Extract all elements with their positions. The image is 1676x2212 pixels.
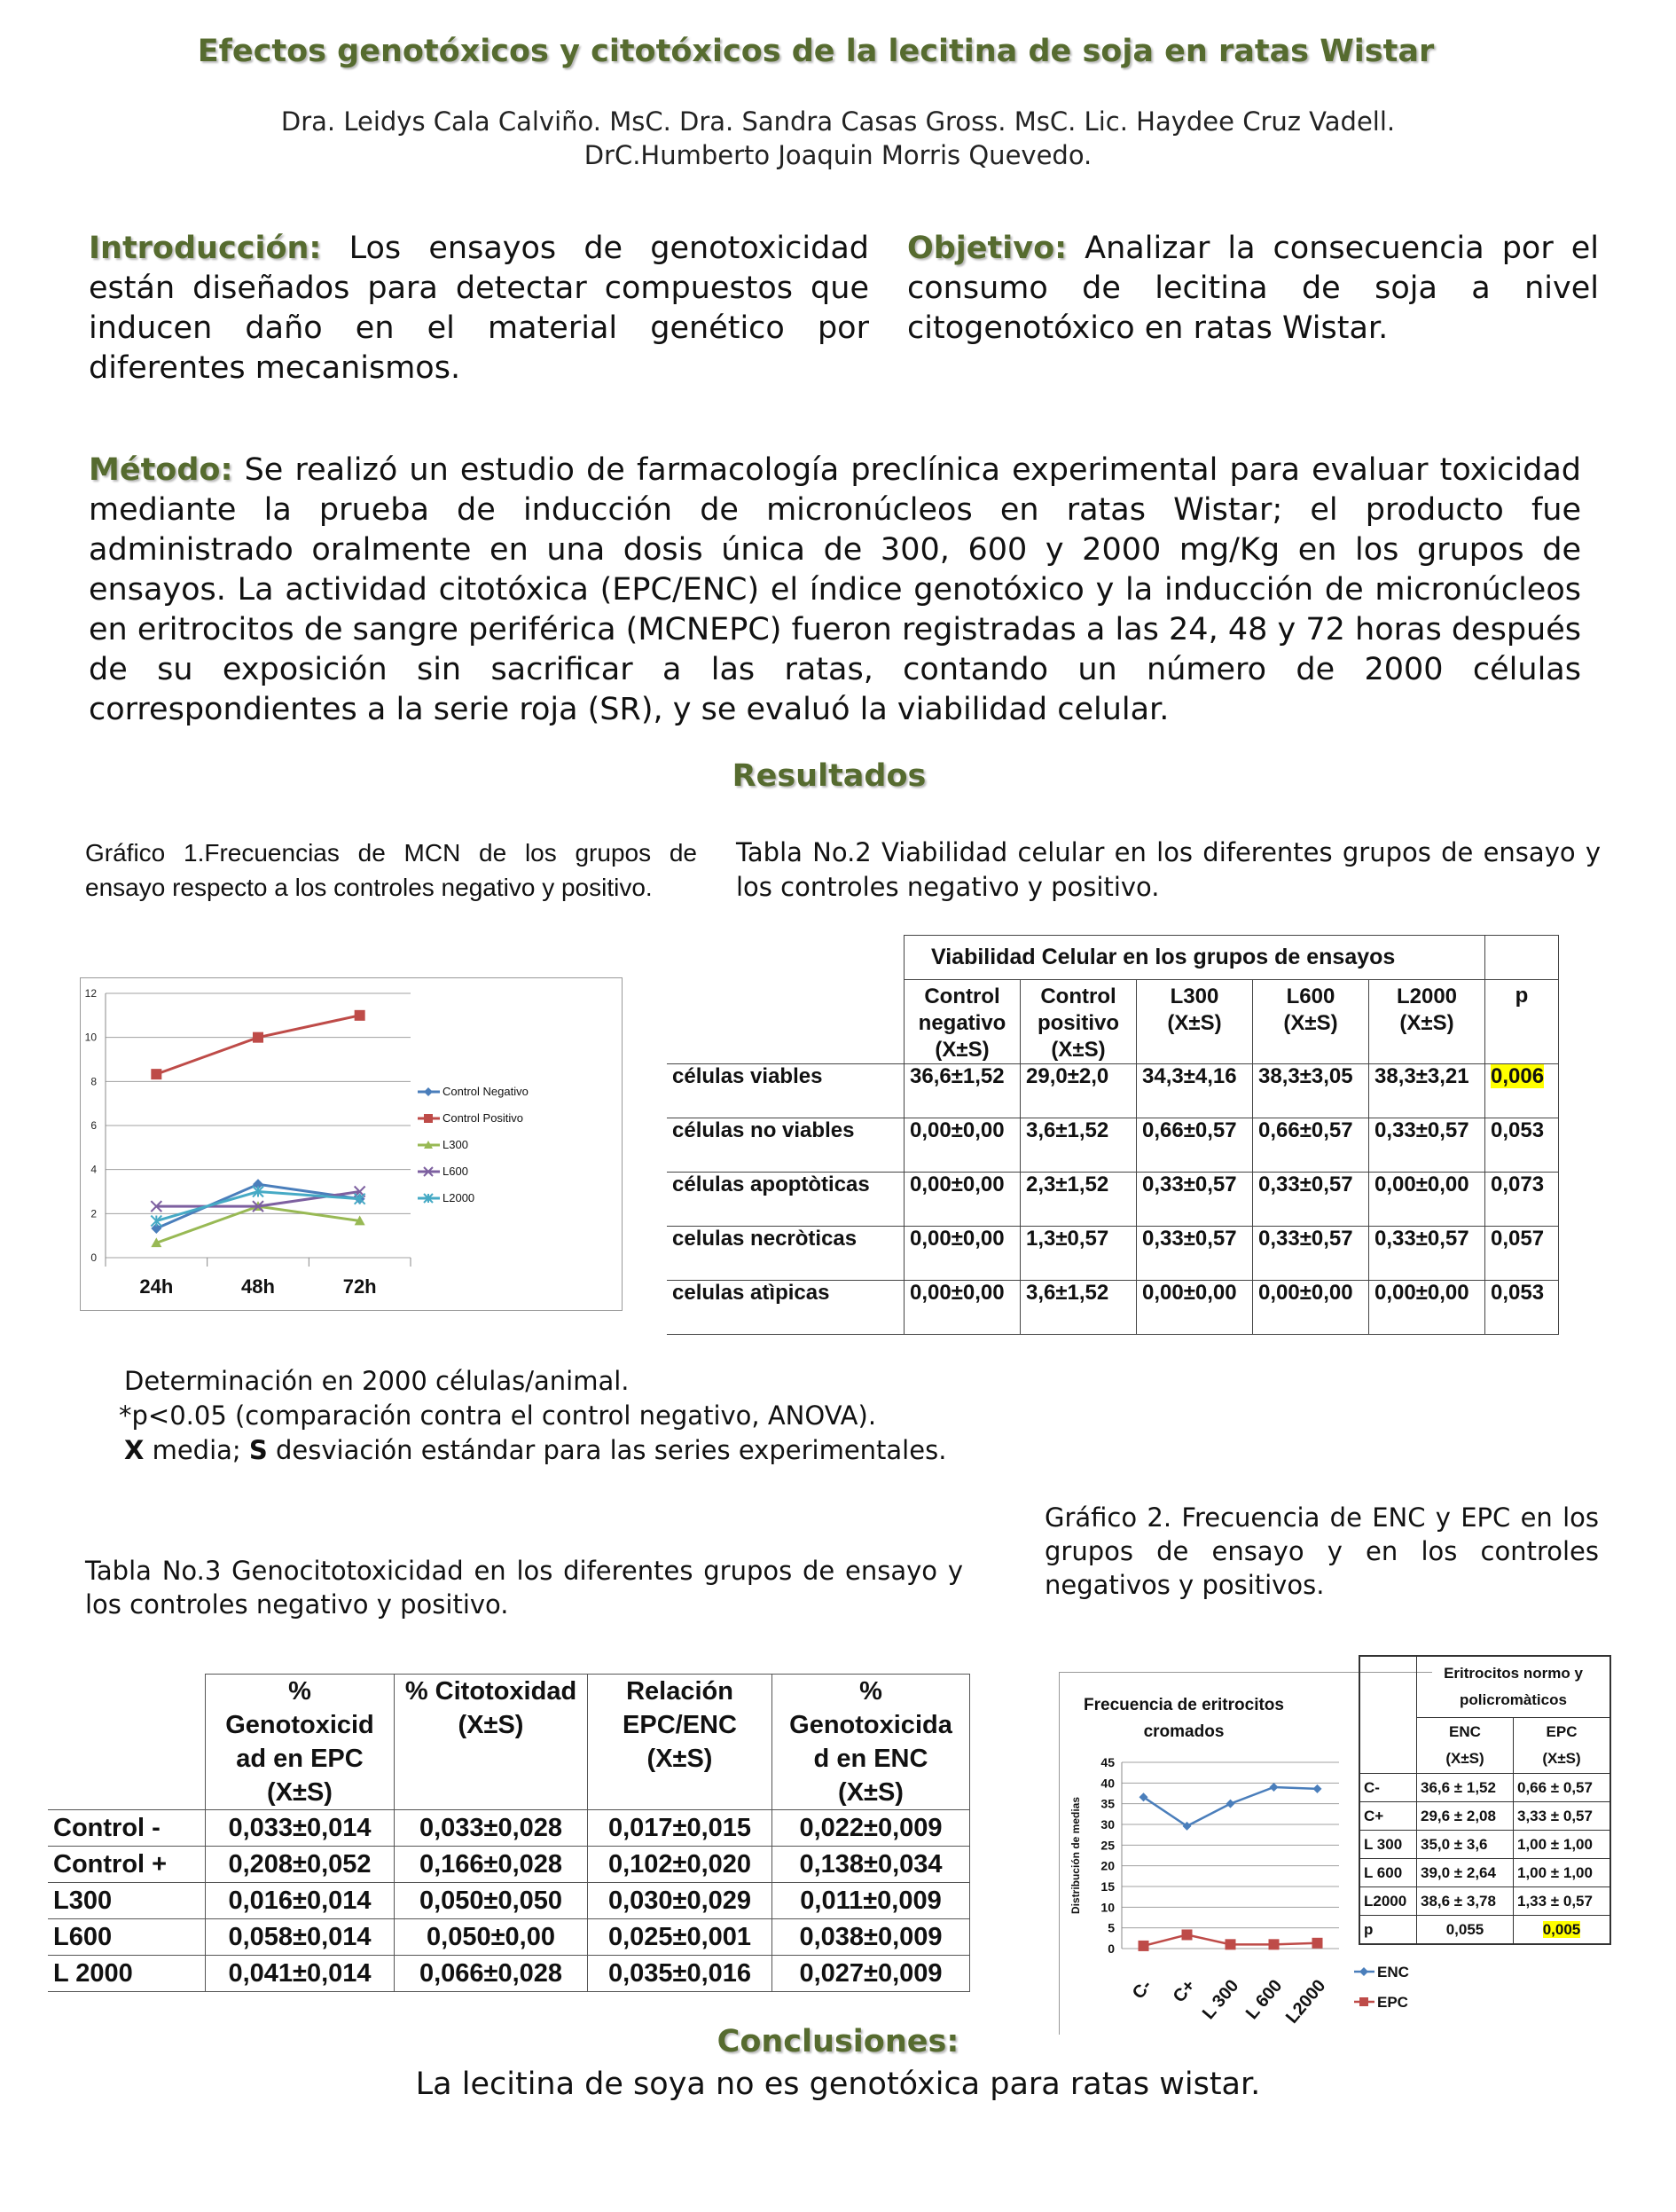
table4-value: L 600 bbox=[1364, 1863, 1403, 1881]
chart2-caption: Gráfico 2. Frecuencia de ENC y EPC en los grupos de ensayo y en los controles negativos y positivos. bbox=[1045, 1502, 1599, 1600]
chart2-data-point bbox=[1226, 1939, 1236, 1949]
table2-cell: 0,00±0,00 bbox=[1369, 1281, 1485, 1335]
table2-col-header-line: (X±S) bbox=[1167, 1011, 1222, 1035]
table2-row-label: células apoptòticas bbox=[667, 1173, 905, 1227]
table2-col-header bbox=[1253, 980, 1369, 1064]
table4-row bbox=[1359, 1859, 1610, 1887]
table3-col-header-line: Genotoxicid bbox=[225, 1711, 374, 1739]
table2-col-header-line: (X±S) bbox=[935, 1038, 990, 1062]
table2-col-header-line: L300 bbox=[1170, 984, 1219, 1008]
table2-viability bbox=[667, 935, 1559, 1335]
table2-row bbox=[667, 1227, 1559, 1281]
table4-value: 0,66 ± 0,57 bbox=[1517, 1778, 1593, 1796]
chart1-ytick-label: 4 bbox=[90, 1163, 97, 1176]
table2-cell: 0,66±0,57 bbox=[1253, 1118, 1369, 1173]
table3-col-header-line: (X±S) bbox=[267, 1778, 333, 1807]
table3-cell: 0,022±0,009 bbox=[772, 1810, 970, 1847]
note-x-text: media; bbox=[144, 1435, 249, 1465]
chart2-xtick-label: C+ bbox=[1169, 1976, 1200, 2007]
table3-row-label: Control - bbox=[48, 1810, 206, 1847]
table3-cell: 0,102±0,020 bbox=[588, 1847, 772, 1883]
chart1-svg bbox=[81, 978, 622, 1310]
table2-cell: 0,00±0,00 bbox=[905, 1281, 1021, 1335]
table3-row bbox=[48, 1919, 970, 1956]
table2-col-header-line: negativo bbox=[918, 1011, 1006, 1035]
table3-cell: 0,166±0,028 bbox=[395, 1847, 588, 1883]
table2-cell: 38,3±3,05 bbox=[1253, 1064, 1369, 1118]
table2-cell: 0,33±0,57 bbox=[1253, 1227, 1369, 1281]
table3-corner bbox=[48, 1675, 206, 1810]
table2-col-header bbox=[1369, 980, 1485, 1064]
chart2-legend-marker bbox=[1359, 1967, 1368, 1976]
table3-col-header-line bbox=[400, 1776, 582, 1809]
chart1-legend-label: Control Negativo bbox=[442, 1085, 529, 1098]
table4-cell-enc bbox=[1417, 1887, 1514, 1916]
table3-cell: 0,050±0,00 bbox=[395, 1919, 588, 1956]
table2-p-cell bbox=[1485, 1064, 1559, 1118]
table3-col-header bbox=[395, 1675, 588, 1810]
table2-row-label: celulas atìpicas bbox=[667, 1281, 905, 1335]
chart2-ytick-label: 5 bbox=[1108, 1920, 1115, 1935]
table2-cell: 0,33±0,57 bbox=[1253, 1173, 1369, 1227]
table2-p-cell bbox=[1485, 1118, 1559, 1173]
chart2-legend-label: ENC bbox=[1377, 1964, 1409, 1981]
table4-cell-enc bbox=[1417, 1774, 1514, 1802]
table4-value: 35,0 ± 3,6 bbox=[1421, 1835, 1488, 1853]
objective-text: Analizar la consecuencia por el consumo de lecitina de soja a nivel citogenotóxico en ratas Wistar. bbox=[907, 231, 1599, 346]
chart2-legend-label: EPC bbox=[1377, 1994, 1408, 2011]
table4-cell-label bbox=[1359, 1887, 1417, 1916]
authors-line-2: DrC.Humberto Joaquin Morris Quevedo. bbox=[583, 140, 1093, 170]
table4-cell-epc bbox=[1514, 1916, 1611, 1945]
chart1-data-point bbox=[355, 1010, 365, 1021]
chart2-ytick-label: 20 bbox=[1100, 1858, 1115, 1873]
table2-p-value: 0,053 bbox=[1491, 1281, 1545, 1305]
table3-col-header bbox=[206, 1675, 395, 1810]
chart1-ytick-label: 6 bbox=[90, 1119, 97, 1132]
note-s-symbol: S bbox=[248, 1435, 268, 1465]
table4-row bbox=[1359, 1916, 1610, 1945]
table4-value: 39,0 ± 2,64 bbox=[1421, 1863, 1496, 1881]
table3-cell: 0,011±0,009 bbox=[772, 1883, 970, 1919]
table2-row bbox=[667, 1173, 1559, 1227]
table3-cell: 0,138±0,034 bbox=[772, 1847, 970, 1883]
table4-value: L 300 bbox=[1364, 1835, 1403, 1853]
note-line-3 bbox=[124, 1433, 946, 1468]
table3-row-label: L300 bbox=[48, 1883, 206, 1919]
table2-cell: 0,00±0,00 bbox=[1137, 1281, 1253, 1335]
table3-col-header-line: % bbox=[288, 1677, 311, 1706]
chart1-caption: Gráfico 1.Frecuencias de MCN de los grupos de ensayo respecto a los controles negativo y positivo. bbox=[85, 839, 697, 901]
chart1-legend-label: L2000 bbox=[442, 1191, 475, 1204]
table2-cell: 1,3±0,57 bbox=[1021, 1227, 1137, 1281]
table2-col-header-line: Control bbox=[1040, 984, 1116, 1008]
table3-cell: 0,033±0,014 bbox=[206, 1810, 395, 1847]
table2-col-header bbox=[905, 980, 1021, 1064]
table2-row-label: celulas necròticas bbox=[667, 1227, 905, 1281]
table4-cell-epc bbox=[1514, 1774, 1611, 1802]
table2-p-header: p bbox=[1485, 980, 1559, 1064]
table4-row bbox=[1359, 1802, 1610, 1831]
table4-value: 0,005 bbox=[1542, 1920, 1581, 1938]
table2-p-value: 0,053 bbox=[1491, 1118, 1545, 1142]
table4-col-enc-unit: (X±S) bbox=[1445, 1750, 1484, 1767]
chart2-ytick-label: 15 bbox=[1100, 1879, 1115, 1894]
chart2-ytick-label: 35 bbox=[1100, 1796, 1115, 1811]
chart2-title-line2: cromados bbox=[1143, 1722, 1225, 1741]
table3-col-header-line: % Citotoxidad bbox=[404, 1677, 577, 1706]
authors-line-1: Dra. Leidys Cala Calviño. MsC. Dra. Sandra Casas Gross. MsC. Lic. Haydee Cruz Vadell. bbox=[280, 106, 1396, 137]
table2-col-header-line: positivo bbox=[1037, 1011, 1119, 1035]
table3-row bbox=[48, 1956, 970, 1992]
note-s-text: desviación estándar para las series experimentales. bbox=[267, 1435, 947, 1465]
table2-col-header-line: (X±S) bbox=[1399, 1011, 1454, 1035]
table4-value: 29,6 ± 2,08 bbox=[1421, 1807, 1496, 1824]
table2-cell: 3,6±1,52 bbox=[1021, 1118, 1137, 1173]
chart2-data-point bbox=[1270, 1783, 1279, 1792]
table4-cell-enc bbox=[1417, 1916, 1514, 1945]
note-line-2: *p<0.05 (comparación contra el control negativo, ANOVA). bbox=[119, 1400, 877, 1431]
table2-cell: 0,66±0,57 bbox=[1137, 1118, 1253, 1173]
chart2-legend-marker bbox=[1359, 1997, 1368, 2006]
table4-group-header-l1: Eritrocitos normo y bbox=[1444, 1665, 1583, 1682]
table2-row bbox=[667, 1281, 1559, 1335]
table3-col-header-line: (X±S) bbox=[458, 1711, 524, 1739]
table3-row bbox=[48, 1810, 970, 1847]
note-line-1: Determinación en 2000 células/animal. bbox=[124, 1366, 630, 1396]
note-x-symbol: X bbox=[124, 1435, 145, 1465]
table2-col-header bbox=[1021, 980, 1137, 1064]
chart1-xtick-label: 48h bbox=[241, 1275, 275, 1298]
table3-col-header-line: (X±S) bbox=[646, 1745, 713, 1773]
table2-p-cell bbox=[1485, 1281, 1559, 1335]
table4-value: 0,055 bbox=[1445, 1920, 1484, 1938]
chart2-series-enc bbox=[1140, 1783, 1322, 1831]
table3-row-label: L600 bbox=[48, 1919, 206, 1956]
table4-value: 36,6 ± 1,52 bbox=[1421, 1778, 1496, 1796]
table2-p-cell bbox=[1485, 1173, 1559, 1227]
chart2-title: Frecuencia de eritrocitos bbox=[1084, 1696, 1284, 1714]
table4-col-enc bbox=[1417, 1718, 1514, 1774]
table3-cell: 0,017±0,015 bbox=[588, 1810, 772, 1847]
table2-cell: 36,6±1,52 bbox=[905, 1064, 1021, 1118]
table3-col-header-line: Relación bbox=[626, 1677, 733, 1706]
table4-cell-label bbox=[1359, 1774, 1417, 1802]
chart1-xtick-label: 24h bbox=[139, 1275, 174, 1298]
table4-col-epc-name: EPC bbox=[1546, 1723, 1578, 1740]
chart2-data-point bbox=[1312, 1938, 1323, 1949]
table4-value: 3,33 ± 0,57 bbox=[1517, 1807, 1593, 1824]
table3-cell: 0,033±0,028 bbox=[395, 1810, 588, 1847]
table2-corner bbox=[667, 936, 905, 980]
table2-caption: Tabla No.2 Viabilidad celular en los diferentes grupos de ensayo y los controles negativo y positivo. bbox=[736, 837, 1601, 902]
chart2-data-point bbox=[1313, 1785, 1322, 1793]
table4-cell-label bbox=[1359, 1859, 1417, 1887]
table2-row bbox=[667, 1064, 1559, 1118]
chart2-series-epc bbox=[1139, 1929, 1323, 1950]
chart1-legend-label: L300 bbox=[442, 1138, 468, 1151]
table2-row bbox=[667, 1118, 1559, 1173]
chart2-data-point bbox=[1139, 1941, 1149, 1951]
table2-cell: 0,33±0,57 bbox=[1369, 1227, 1485, 1281]
chart2-data-point bbox=[1226, 1800, 1235, 1808]
table2-p-value: 0,006 bbox=[1491, 1064, 1545, 1088]
table2-group-header-row bbox=[667, 936, 1559, 980]
table3-row-label: Control + bbox=[48, 1847, 206, 1883]
table2-cell: 0,33±0,57 bbox=[1369, 1118, 1485, 1173]
chart1-ytick-label: 12 bbox=[84, 987, 97, 1000]
introduction-label: Introducción: bbox=[89, 231, 322, 266]
conclusions-text: La lecitina de soya no es genotóxica para ratas wistar. bbox=[415, 2067, 1261, 2102]
table3-cell: 0,066±0,028 bbox=[395, 1956, 588, 1992]
table3-cell: 0,041±0,014 bbox=[206, 1956, 395, 1992]
chart1-legend-label: Control Positivo bbox=[442, 1111, 524, 1125]
table4-col-epc bbox=[1514, 1718, 1611, 1774]
chart1-xtick-label: 72h bbox=[342, 1275, 377, 1298]
chart1-ytick-label: 10 bbox=[84, 1031, 97, 1044]
introduction-text: Los ensayos de genotoxicidad están diseñados para detectar compuestos que inducen daño en el material genético por diferentes mecanismos. bbox=[89, 231, 869, 386]
table4-value: 38,6 ± 3,78 bbox=[1421, 1892, 1496, 1910]
table3-col-header-line: ad en EPC bbox=[236, 1745, 364, 1773]
table3-col-header-line: EPC/ENC bbox=[623, 1711, 737, 1739]
table2-cell: 0,33±0,57 bbox=[1137, 1173, 1253, 1227]
authors bbox=[0, 105, 1676, 172]
table4-col-enc-name: ENC bbox=[1449, 1723, 1481, 1740]
table4-erythrocytes bbox=[1359, 1655, 1611, 1945]
table2-col-header-line: Control bbox=[924, 984, 1000, 1008]
table3-col-header-line bbox=[400, 1742, 582, 1776]
table2-col-header-line: L600 bbox=[1286, 984, 1335, 1008]
table2-col-header-line: L2000 bbox=[1396, 984, 1458, 1008]
chart1-data-point bbox=[253, 1032, 263, 1043]
table3-genocytotoxicity bbox=[48, 1674, 970, 1992]
table3-cell: 0,058±0,014 bbox=[206, 1919, 395, 1956]
table4-group-header bbox=[1417, 1656, 1611, 1718]
table3-col-header-line: % bbox=[859, 1677, 882, 1706]
method-section bbox=[89, 451, 1581, 730]
chart2-xtick-label: L 300 bbox=[1198, 1976, 1243, 2024]
table4-row bbox=[1359, 1831, 1610, 1859]
table3-caption: Tabla No.3 Genocitotoxicidad en los diferentes grupos de ensayo y los controles negativo y positivo. bbox=[85, 1556, 963, 1620]
table2-p-value: 0,057 bbox=[1491, 1227, 1545, 1251]
table4-row bbox=[1359, 1774, 1610, 1802]
table4-value: 1,33 ± 0,57 bbox=[1517, 1892, 1593, 1910]
table2-cell: 0,00±0,00 bbox=[905, 1173, 1021, 1227]
chart1-data-point bbox=[151, 1069, 161, 1079]
table4-cell-epc bbox=[1514, 1802, 1611, 1831]
table4-value: 1,00 ± 1,00 bbox=[1517, 1863, 1593, 1881]
chart1-container bbox=[80, 977, 623, 1311]
chart2-ytick-label: 30 bbox=[1100, 1817, 1115, 1832]
table3-row bbox=[48, 1847, 970, 1883]
table4-value: L2000 bbox=[1364, 1892, 1407, 1910]
table3-col-header-line: d en ENC bbox=[813, 1745, 928, 1773]
table2-cell: 0,00±0,00 bbox=[905, 1118, 1021, 1173]
table2-cell: 0,33±0,57 bbox=[1137, 1227, 1253, 1281]
chart1-legend-label: L600 bbox=[442, 1165, 468, 1178]
introduction-section bbox=[89, 229, 869, 388]
objective-section bbox=[907, 229, 1599, 349]
table3-row bbox=[48, 1883, 970, 1919]
chart2-ytick-label: 0 bbox=[1108, 1941, 1115, 1956]
table2-group-header: Viabilidad Celular en los grupos de ensayos bbox=[905, 936, 1485, 980]
table4-cell-enc bbox=[1417, 1802, 1514, 1831]
table3-cell: 0,025±0,001 bbox=[588, 1919, 772, 1956]
chart2-xtick-label: L 600 bbox=[1241, 1976, 1287, 2024]
table2-cell: 0,00±0,00 bbox=[1253, 1281, 1369, 1335]
table2-cell: 0,00±0,00 bbox=[905, 1227, 1021, 1281]
table3-cell: 0,035±0,016 bbox=[588, 1956, 772, 1992]
table4-value: p bbox=[1364, 1920, 1374, 1938]
table3-row-label: L 2000 bbox=[48, 1956, 206, 1992]
chart1-ytick-label: 8 bbox=[90, 1075, 97, 1088]
chart1-legend-marker bbox=[424, 1087, 433, 1096]
table4-cell-epc bbox=[1514, 1859, 1611, 1887]
table4-group-header-l2: policromàticos bbox=[1460, 1691, 1567, 1708]
table2-row-label: células no viables bbox=[667, 1118, 905, 1173]
chart1-legend-marker bbox=[424, 1114, 433, 1123]
poster-title: Efectos genotóxicos y citotóxicos de la lecitina de soja en ratas Wistar bbox=[197, 34, 1435, 69]
table4-col-epc-unit: (X±S) bbox=[1542, 1750, 1581, 1767]
table2-col-header-line: (X±S) bbox=[1283, 1011, 1338, 1035]
chart2-ytick-label: 10 bbox=[1100, 1900, 1115, 1915]
table3-col-header-line: (X±S) bbox=[838, 1778, 904, 1807]
table2-cell: 38,3±3,21 bbox=[1369, 1064, 1485, 1118]
table3-cell: 0,027±0,009 bbox=[772, 1956, 970, 1992]
table3-cell: 0,208±0,052 bbox=[206, 1847, 395, 1883]
conclusions-heading: Conclusiones: bbox=[717, 2024, 959, 2059]
chart2-xtick-label: C- bbox=[1128, 1976, 1156, 2004]
table2-cell: 2,3±1,52 bbox=[1021, 1173, 1137, 1227]
table4-value: C- bbox=[1364, 1778, 1380, 1796]
table2-row-label: células viables bbox=[667, 1064, 905, 1118]
chart2-data-point bbox=[1182, 1929, 1193, 1940]
table2-p-value: 0,073 bbox=[1491, 1173, 1545, 1196]
table4-cell-label bbox=[1359, 1802, 1417, 1831]
results-heading: Resultados bbox=[732, 758, 927, 794]
table2-p-spacer bbox=[1485, 936, 1559, 980]
table2-notes bbox=[119, 1364, 947, 1468]
table4-cell-enc bbox=[1417, 1859, 1514, 1887]
table2-corner-2 bbox=[667, 980, 905, 1064]
table2-cell: 3,6±1,52 bbox=[1021, 1281, 1137, 1335]
table4-cell-epc bbox=[1514, 1887, 1611, 1916]
chart2-ytick-label: 45 bbox=[1100, 1755, 1115, 1769]
table2-col-header bbox=[1137, 980, 1253, 1064]
table4-cell-label bbox=[1359, 1916, 1417, 1945]
chart1-series-line bbox=[156, 1016, 359, 1074]
table3-cell: 0,038±0,009 bbox=[772, 1919, 970, 1956]
table4-row bbox=[1359, 1887, 1610, 1916]
chart2-data-point bbox=[1269, 1939, 1280, 1949]
table3-col-header bbox=[772, 1675, 970, 1810]
chart1-ytick-label: 2 bbox=[90, 1207, 97, 1220]
chart2-ytick-label: 25 bbox=[1100, 1838, 1115, 1853]
table2-col-header-line: (X±S) bbox=[1051, 1038, 1106, 1062]
table3-col-header-line: Genotoxicida bbox=[789, 1711, 952, 1739]
table3-cell: 0,016±0,014 bbox=[206, 1883, 395, 1919]
table4-cell-enc bbox=[1417, 1831, 1514, 1859]
table4-cell-label bbox=[1359, 1831, 1417, 1859]
table2-cell: 29,0±2,0 bbox=[1021, 1064, 1137, 1118]
method-text: Se realizó un estudio de farmacología preclínica experimental para evaluar toxicidad mediante la prueba de inducción de micronúcleos en ratas Wistar; el producto fue administrado oralmente en una dosis única de 300, 600 y 2000 mg/Kg en los grupos de ensayos. La actividad citotóxica (EPC/ENC) el índice genotóxico y la inducción de micronúcleos en eritrocitos de sangre periférica (MCNEPC) fueron registradas a las 24, 48 y 72 horas después de su exposición sin sacrificar a las ratas, contando un número de 2000 células correspondientes a la serie roja (SR), y se evaluó la viabilidad celular. bbox=[89, 452, 1581, 727]
table3-header-row bbox=[48, 1675, 970, 1810]
chart1-series-l300 bbox=[151, 1201, 364, 1247]
method-label: Método: bbox=[89, 452, 233, 488]
table2-cell: 0,00±0,00 bbox=[1369, 1173, 1485, 1227]
table3-col-header bbox=[588, 1675, 772, 1810]
objective-label: Objetivo: bbox=[907, 231, 1068, 266]
chart1-series-control-positivo bbox=[151, 1010, 364, 1079]
table4-cell-epc bbox=[1514, 1831, 1611, 1859]
chart2-ylabel: Distribución de medias bbox=[1069, 1796, 1082, 1915]
table2-cell: 34,3±4,16 bbox=[1137, 1064, 1253, 1118]
table3-cell: 0,050±0,050 bbox=[395, 1883, 588, 1919]
chart2-ytick-label: 40 bbox=[1100, 1776, 1115, 1791]
table4-value: C+ bbox=[1364, 1807, 1384, 1824]
chart1-ytick-label: 0 bbox=[90, 1251, 97, 1264]
table2-p-cell bbox=[1485, 1227, 1559, 1281]
table4-group-header-row bbox=[1359, 1656, 1610, 1718]
table4-corner bbox=[1359, 1656, 1417, 1774]
chart2-xtick-label: L2000 bbox=[1282, 1976, 1330, 2028]
table3-col-header-line bbox=[593, 1776, 766, 1809]
table2-column-header-row bbox=[667, 980, 1559, 1064]
table4-value: 1,00 ± 1,00 bbox=[1517, 1835, 1593, 1853]
table3-cell: 0,030±0,029 bbox=[588, 1883, 772, 1919]
